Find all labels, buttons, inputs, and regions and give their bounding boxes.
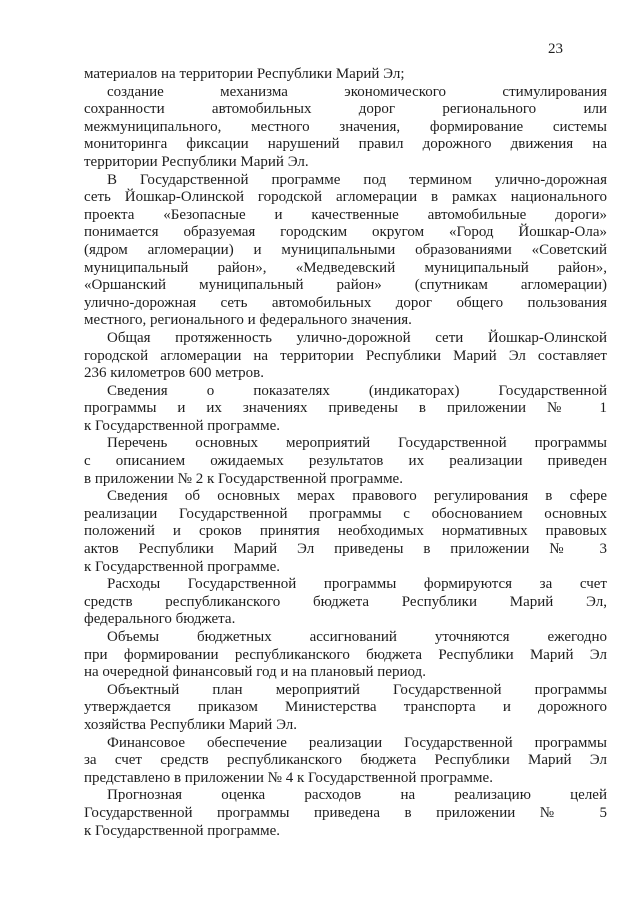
text-line: городской агломерации на территории Республики Марий Эл составляет: [84, 347, 607, 364]
paragraph: [84, 682, 607, 735]
text-line: актов Республики Марий Эл приведены в приложении № 3: [84, 541, 607, 558]
text-line: территории Республики Марий Эл.: [84, 153, 309, 170]
text-line: «Оршанский муниципальный район» (спутникам агломерации): [84, 277, 607, 294]
paragraph: [84, 66, 607, 84]
paragraph: [84, 330, 607, 383]
paragraph: [84, 629, 607, 682]
paragraph: [84, 787, 607, 840]
text-line: к Государственной программе.: [84, 417, 280, 434]
page-number: 23: [548, 41, 563, 57]
paragraph: [84, 172, 607, 330]
text-line: за счет средств республиканского бюджета Республики Марий Эл: [84, 752, 607, 769]
text-line: муниципальный район», «Медведевский муниципальный район»,: [84, 259, 607, 276]
text-line: понимается образуемая городским округом «Город Йошкар-Ола»: [84, 224, 607, 241]
text-line: хозяйства Республики Марий Эл.: [84, 716, 298, 733]
text-line: местного, регионального и федерального значения.: [84, 312, 412, 329]
text-line: Общая протяженность улично-дорожной сети Йошкар-Олинской: [107, 329, 607, 346]
text-line: в приложении № 2 к Государственной программе.: [84, 470, 403, 487]
text-line: (ядром агломерации) и муниципальными образованиями «Советский: [84, 241, 607, 258]
text-line: В Государственной программе под термином улично-дорожная: [107, 171, 607, 188]
text-line: Объектный план мероприятий Государственной программы: [107, 681, 607, 698]
text-line: Сведения о показателях (индикаторах) Государственной: [107, 382, 607, 399]
paragraph: [84, 84, 607, 172]
text-line: утверждается приказом Министерства транспорта и дорожного: [84, 699, 607, 716]
text-line: мониторинга фиксации нарушений правил дорожного движения на: [84, 136, 607, 153]
text-line: к Государственной программе.: [84, 558, 280, 575]
text-line: создание механизма экономического стимулирования: [107, 83, 607, 100]
text-line: Финансовое обеспечение реализации Государственной программы: [107, 734, 607, 751]
text-line: федерального бюджета.: [84, 611, 236, 628]
text-line: средств республиканского бюджета Республики Марий Эл,: [84, 593, 607, 610]
paragraph: [84, 488, 607, 576]
text-line: 236 километров 600 метров.: [84, 365, 264, 382]
paragraph: [84, 735, 607, 788]
text-line: сохранности автомобильных дорог регионального или: [84, 101, 607, 118]
text-line: с описанием ожидаемых результатов их реализации приведен: [84, 453, 607, 470]
text-line: положений и сроков принятия необходимых нормативных правовых: [84, 523, 607, 540]
text-line: реализации Государственной программы с обоснованием основных: [84, 505, 607, 522]
paragraph: [84, 435, 607, 488]
text-line: на очередной финансовый год и на плановый период.: [84, 664, 426, 681]
text-line: к Государственной программе.: [84, 822, 280, 839]
text-line: межмуниципального, местного значения, формирование системы: [84, 118, 607, 135]
text-line: при формировании республиканского бюджета Республики Марий Эл: [84, 646, 607, 663]
document-body: [84, 66, 607, 840]
paragraph: [84, 383, 607, 436]
text-line: программы и их значениях приведены в приложении № 1: [84, 400, 607, 417]
text-line: Перечень основных мероприятий Государственной программы: [107, 435, 607, 452]
text-line: материалов на территории Республики Марий Эл;: [84, 66, 405, 82]
text-line: проекта «Безопасные и качественные автомобильные дороги»: [84, 206, 607, 223]
text-line: Расходы Государственной программы формируются за счет: [107, 576, 607, 593]
text-line: Сведения об основных мерах правового регулирования в сфере: [107, 488, 607, 505]
text-line: представлено в приложении № 4 к Государственной программе.: [84, 769, 493, 786]
paragraph: [84, 576, 607, 629]
text-line: улично-дорожная сеть автомобильных дорог общего пользования: [84, 294, 607, 311]
text-line: сеть Йошкар-Олинской городской агломерации в рамках национального: [84, 189, 607, 206]
text-line: Прогнозная оценка расходов на реализацию целей: [107, 787, 607, 804]
text-line: Государственной программы приведена в приложении № 5: [84, 804, 607, 821]
text-line: Объемы бюджетных ассигнований уточняются ежегодно: [107, 629, 607, 645]
